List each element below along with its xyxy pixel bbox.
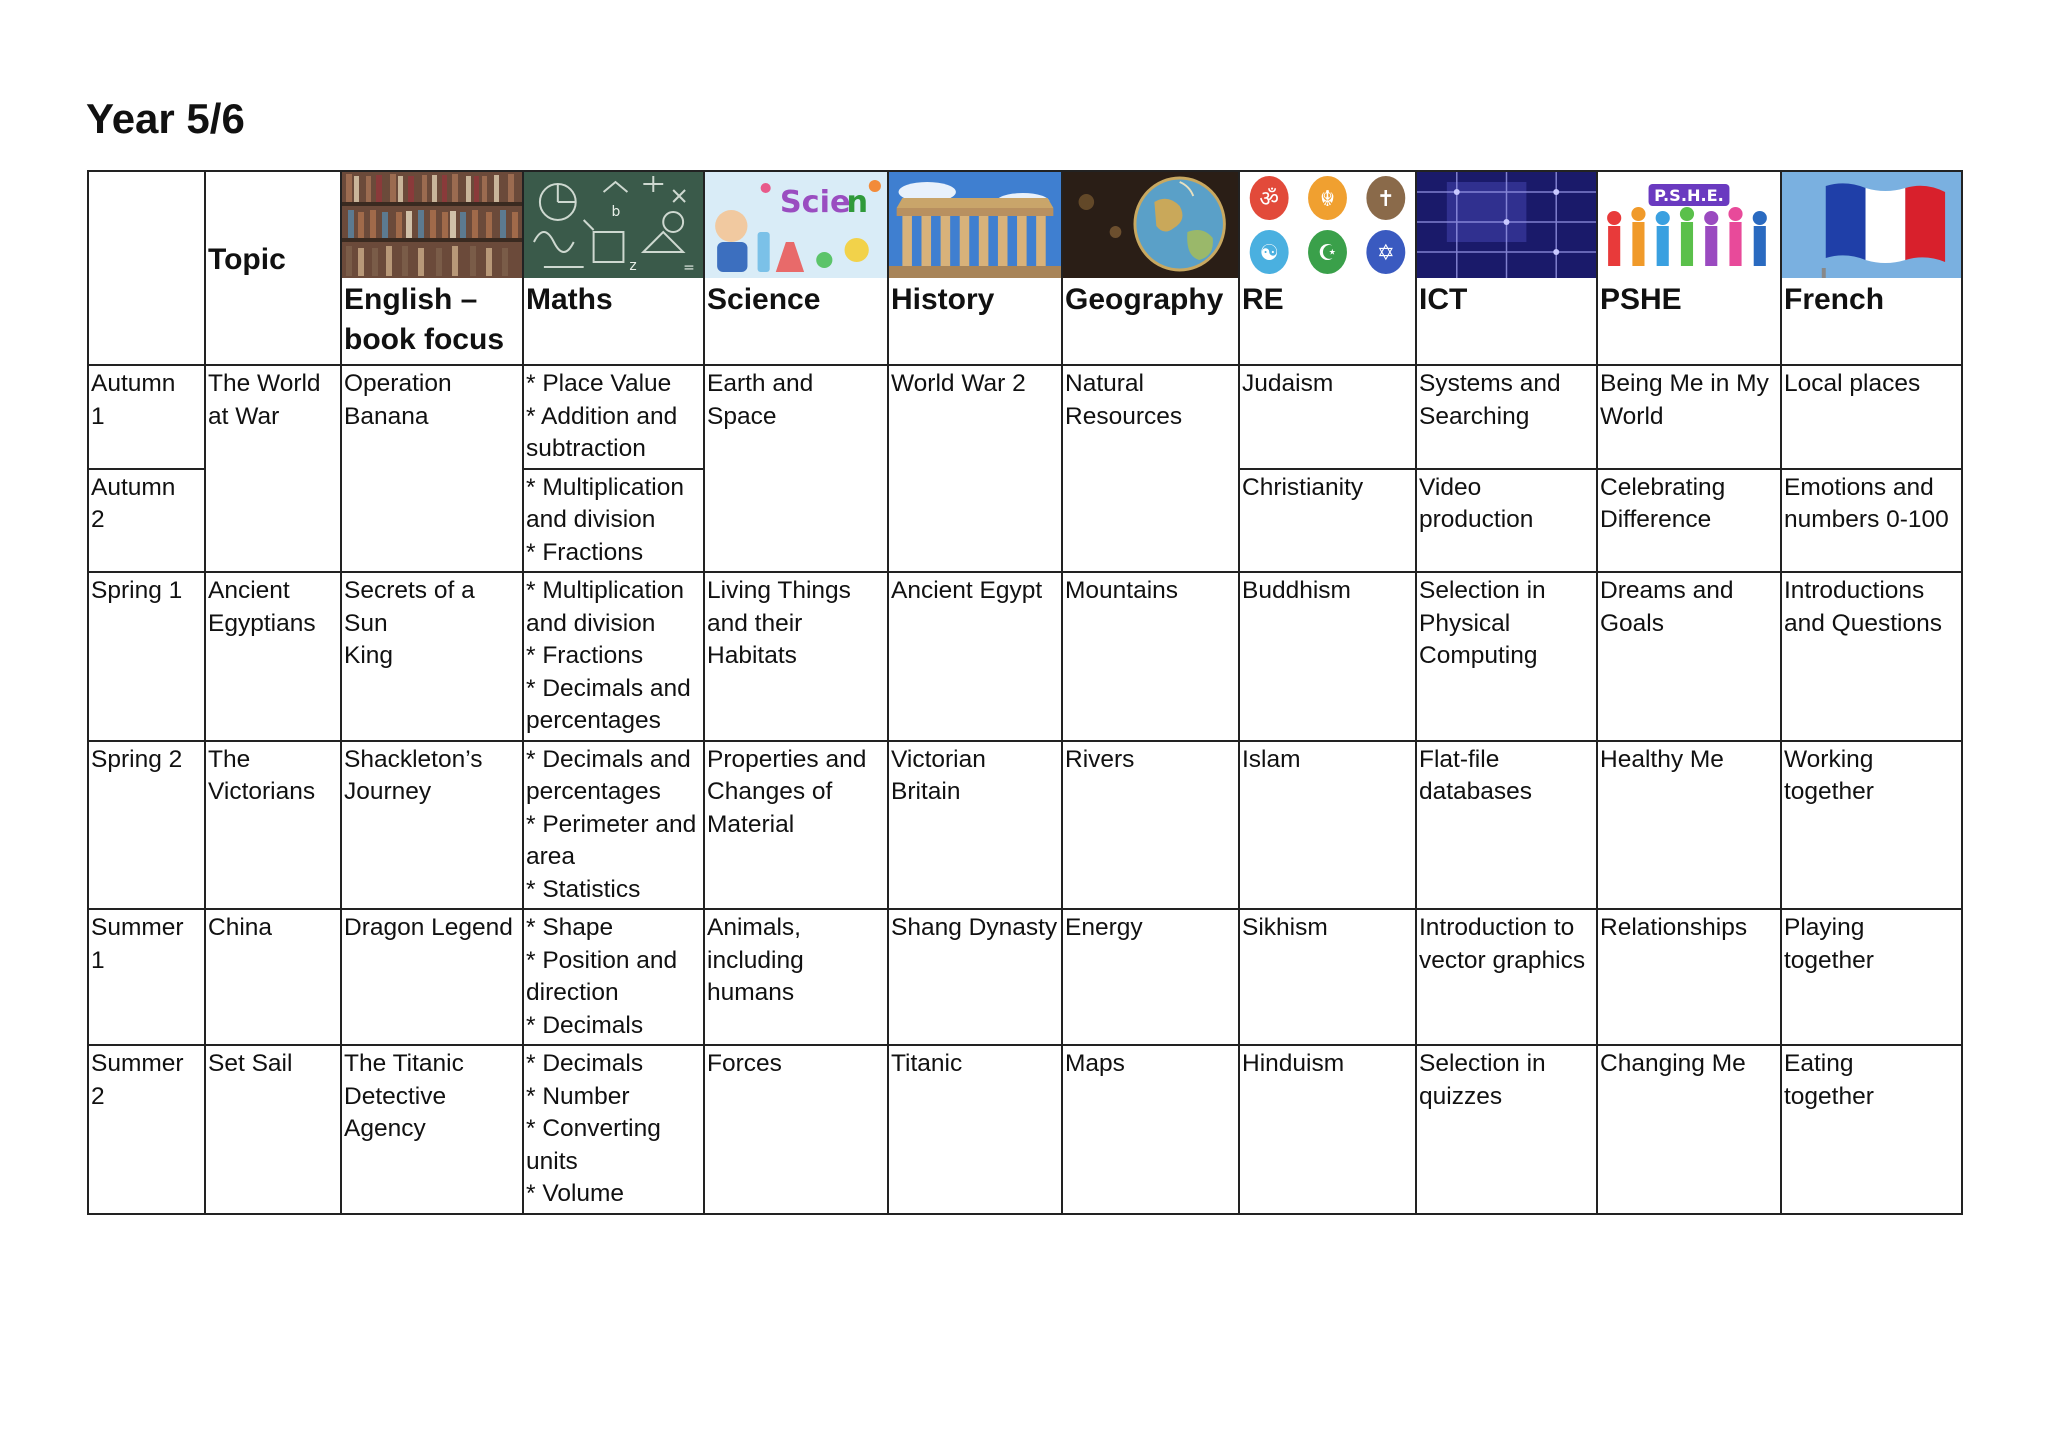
parthenon-image	[889, 172, 1061, 278]
svg-text:ॐ: ॐ	[1259, 186, 1279, 213]
cell-text-line: Forces	[707, 1050, 782, 1077]
cell-text-line: together	[1784, 946, 1874, 974]
subject-title-history	[889, 278, 1061, 324]
cell-pshe	[1597, 1045, 1781, 1214]
cell-text-line: Maths	[526, 283, 613, 316]
cell-re	[1239, 572, 1416, 741]
cell-text-line: History	[891, 283, 995, 316]
svg-text:☯: ☯	[1259, 240, 1279, 267]
cell-text-line: percentages	[526, 778, 661, 805]
cell-text-line: Hinduism	[1242, 1050, 1345, 1077]
cell-text-line: subtraction	[526, 435, 646, 462]
cell-ict	[1416, 572, 1597, 741]
cell-text-line: Victorians	[208, 778, 316, 805]
cell-ict	[1416, 909, 1597, 1045]
cell-re	[1239, 365, 1416, 469]
cell-text-line: Egyptians	[208, 609, 316, 637]
cell-text-line: vector graphics	[1419, 946, 1586, 974]
cell-text-line: Resources	[1065, 402, 1183, 430]
cell-science	[704, 909, 888, 1045]
cell-text-line: numbers 0-100	[1784, 506, 1949, 533]
cell-text-line: Systems and	[1419, 370, 1561, 397]
cell-topic	[205, 572, 341, 741]
cell-text-line: * Volume	[526, 1180, 625, 1207]
cell-text-line: * Position and	[526, 946, 678, 974]
cell-text-line: Detective	[344, 1082, 447, 1110]
cell-french	[1781, 909, 1962, 1045]
cell-text-line: * Decimals and	[526, 674, 691, 702]
cell-english	[341, 741, 523, 910]
cell-text-line: * Perimeter and	[526, 810, 697, 838]
cell-text-line: Changing Me	[1600, 1050, 1746, 1077]
cell-french	[1781, 1045, 1962, 1214]
cell-text-line: * Multiplication	[526, 473, 684, 501]
cell-text-line: * Shape	[526, 914, 614, 941]
cell-text-line: * Statistics	[526, 875, 641, 903]
cell-history	[888, 1045, 1062, 1214]
cell-text-line: Banana	[344, 402, 429, 430]
cell-text-line: Secrets of a Sun	[344, 577, 475, 637]
cell-history	[888, 909, 1062, 1045]
cell-text-line: Rivers	[1065, 745, 1135, 773]
cell-text-line: * Fractions	[526, 538, 644, 566]
cell-re	[1239, 1045, 1416, 1214]
cell-text-line: and Questions	[1784, 609, 1942, 637]
cell-text-line: Set Sail	[208, 1050, 293, 1077]
cell-text-line: book focus	[344, 323, 505, 356]
cell-text-line: Autumn	[91, 370, 176, 397]
svg-text:✡: ✡	[1376, 240, 1395, 267]
cell-text-line: Properties and	[707, 745, 867, 773]
cell-text-line: World War 2	[891, 370, 1026, 397]
cell-text-line: The	[208, 745, 251, 773]
cell-text-line: Introduction to	[1419, 914, 1575, 941]
cell-text-line: and division	[526, 609, 656, 637]
cell-text-line: * Number	[526, 1082, 630, 1110]
curriculum-table	[87, 170, 1963, 1215]
cell-maths	[523, 909, 704, 1045]
svg-text:✝: ✝	[1376, 186, 1395, 213]
cell-text-line: Selection in	[1419, 1050, 1546, 1077]
subject-header-maths	[523, 171, 704, 365]
table-row	[88, 365, 1962, 469]
cell-ict	[1416, 741, 1597, 910]
table-row	[88, 909, 1962, 1045]
cell-text-line: * Decimals	[526, 1011, 644, 1039]
cell-text-line: area	[526, 843, 576, 870]
svg-text:☪: ☪	[1317, 240, 1338, 267]
cell-geography	[1062, 909, 1239, 1045]
subject-title-pshe	[1598, 278, 1780, 324]
subject-header-history	[888, 171, 1062, 365]
svg-text:P.S.H.E.: P.S.H.E.	[1654, 186, 1724, 205]
cell-re	[1239, 741, 1416, 910]
cell-geography	[1062, 572, 1239, 741]
cell-re	[1239, 469, 1416, 573]
term-label	[88, 909, 205, 1045]
subject-title-english	[342, 278, 522, 364]
cell-maths	[523, 741, 704, 910]
cell-history	[888, 741, 1062, 910]
term-label	[88, 1045, 205, 1214]
subject-title-geography	[1063, 278, 1238, 324]
subject-header-re	[1239, 171, 1416, 365]
cell-text-line: Buddhism	[1242, 577, 1351, 604]
cell-text-line: Computing	[1419, 642, 1538, 669]
cell-maths	[523, 469, 704, 573]
cell-text-line: Ancient	[208, 577, 290, 604]
cell-text-line: * Converting	[526, 1115, 661, 1142]
cell-text-line: Selection in	[1419, 577, 1546, 604]
cell-text-line: Summer	[91, 914, 184, 941]
cell-text-line: * Decimals and	[526, 745, 691, 773]
cell-text-line: Journey	[344, 778, 432, 805]
cell-text-line: Spring 2	[91, 745, 183, 773]
cell-text-line: Maps	[1065, 1050, 1125, 1077]
cell-text-line: Natural	[1065, 370, 1144, 397]
subject-header-pshe	[1597, 171, 1781, 365]
cell-english	[341, 572, 523, 741]
cell-pshe	[1597, 469, 1781, 573]
cell-french	[1781, 572, 1962, 741]
cell-text-line: quizzes	[1419, 1082, 1503, 1110]
cell-english	[341, 1045, 523, 1214]
subject-header-ict	[1416, 171, 1597, 365]
cell-text-line: The World	[208, 370, 321, 397]
cell-text-line: Being Me in My	[1600, 370, 1769, 397]
cell-text-line: production	[1419, 506, 1534, 533]
cell-history	[888, 365, 1062, 572]
page-title: Year 5/6	[86, 95, 245, 142]
cell-text-line: Spring 1	[91, 577, 183, 604]
topic-header-label: Topic	[208, 243, 286, 276]
cell-text-line: Relationships	[1600, 914, 1748, 941]
cell-text-line: * Multiplication	[526, 577, 684, 604]
cell-text-line: Islam	[1242, 745, 1301, 773]
cell-text-line: Christianity	[1242, 473, 1364, 501]
cell-text-line: Titanic	[891, 1050, 963, 1077]
cell-text-line: * Decimals	[526, 1050, 644, 1077]
cell-text-line: Physical	[1419, 609, 1511, 637]
cell-text-line: and division	[526, 506, 656, 533]
header-row	[88, 171, 1962, 365]
cell-text-line: Geography	[1065, 283, 1224, 316]
cell-maths	[523, 365, 704, 469]
cell-text-line: Animals,	[707, 914, 801, 941]
cell-text-line: Autumn	[91, 473, 176, 501]
cell-topic	[205, 909, 341, 1045]
cell-re	[1239, 909, 1416, 1045]
cell-text-line: * Place Value	[526, 370, 672, 397]
term-label	[88, 469, 205, 573]
cell-text-line: direction	[526, 979, 619, 1006]
cell-english	[341, 909, 523, 1045]
subject-title-maths	[524, 278, 703, 324]
cell-text-line: Judaism	[1242, 370, 1334, 397]
circuit-image	[1417, 172, 1596, 278]
table-row	[88, 1045, 1962, 1214]
cell-text-line: Eating	[1784, 1050, 1854, 1077]
cell-text-line: databases	[1419, 778, 1533, 805]
cell-topic	[205, 741, 341, 910]
cell-text-line: 1	[91, 946, 105, 974]
cell-text-line: Difference	[1600, 506, 1712, 533]
cell-science	[704, 365, 888, 572]
cell-text-line: Playing	[1784, 914, 1865, 941]
cell-text-line: Changes of	[707, 778, 833, 805]
cell-text-line: * Addition and	[526, 402, 678, 430]
cell-text-line: RE	[1242, 283, 1284, 316]
subject-header-english	[341, 171, 523, 365]
cell-topic	[205, 1045, 341, 1214]
cell-text-line: together	[1784, 778, 1874, 805]
cell-text-line: Energy	[1065, 914, 1143, 941]
cell-text-line: Working	[1784, 745, 1874, 773]
cell-text-line: Shang Dynasty	[891, 914, 1058, 941]
cell-pshe	[1597, 909, 1781, 1045]
cell-text-line: and their	[707, 609, 803, 637]
term-label	[88, 741, 205, 910]
cell-pshe	[1597, 572, 1781, 741]
cell-geography	[1062, 741, 1239, 910]
cell-text-line: Emotions and	[1784, 473, 1934, 501]
subject-title-re	[1240, 278, 1415, 324]
cell-text-line: percentages	[526, 707, 661, 734]
cell-text-line: Operation	[344, 370, 452, 397]
subject-title-science	[705, 278, 887, 324]
cell-text-line: 2	[91, 1082, 105, 1110]
cell-french	[1781, 741, 1962, 910]
globe-image	[1063, 172, 1238, 278]
subject-header-french	[1781, 171, 1962, 365]
pshe-people-image	[1598, 172, 1780, 278]
cell-geography	[1062, 365, 1239, 572]
cell-pshe	[1597, 365, 1781, 469]
subject-header-geography	[1062, 171, 1239, 365]
cell-english	[341, 365, 523, 572]
cell-text-line: Material	[707, 810, 795, 838]
cell-text-line: Video	[1419, 473, 1482, 501]
cell-text-line: including	[707, 946, 804, 974]
cell-pshe	[1597, 741, 1781, 910]
table-row	[88, 572, 1962, 741]
cell-text-line: humans	[707, 979, 795, 1006]
table-row	[88, 741, 1962, 910]
cell-text-line: together	[1784, 1082, 1874, 1110]
cell-text-line: units	[526, 1147, 578, 1175]
cell-geography	[1062, 1045, 1239, 1214]
cell-text-line: PSHE	[1600, 283, 1682, 316]
cell-science	[704, 572, 888, 741]
chalkboard-image	[524, 172, 703, 278]
cell-text-line: Ancient Egypt	[891, 577, 1043, 604]
cell-text-line: ICT	[1419, 283, 1468, 316]
cell-text-line: China	[208, 914, 273, 941]
cell-text-line: Agency	[344, 1115, 426, 1142]
cell-text-line: Sikhism	[1242, 914, 1328, 941]
cell-text-line: 2	[91, 506, 105, 533]
cell-history	[888, 572, 1062, 741]
cell-text-line: Flat-file	[1419, 745, 1500, 773]
cell-french	[1781, 469, 1962, 573]
cell-maths	[523, 572, 704, 741]
cell-text-line: Introductions	[1784, 577, 1925, 604]
cell-french	[1781, 365, 1962, 469]
cell-text-line: Victorian	[891, 745, 986, 773]
cell-text-line: Science	[707, 283, 821, 316]
term-label	[88, 572, 205, 741]
cell-text-line: Healthy Me	[1600, 745, 1724, 773]
cell-text-line: World	[1600, 402, 1664, 430]
bookshelf-image	[342, 172, 522, 278]
cell-text-line: King	[344, 642, 394, 669]
cell-text-line: Mountains	[1065, 577, 1179, 604]
cell-text-line: Britain	[891, 778, 961, 805]
french-flag-image	[1782, 172, 1961, 278]
cell-text-line: * Fractions	[526, 642, 644, 669]
cell-text-line: Searching	[1419, 402, 1530, 430]
cell-text-line: Local places	[1784, 370, 1921, 397]
cell-text-line: Goals	[1600, 609, 1665, 637]
cell-ict	[1416, 365, 1597, 469]
cell-text-line: Dreams and	[1600, 577, 1734, 604]
cell-ict	[1416, 469, 1597, 573]
cell-science	[704, 741, 888, 910]
corner-cell	[88, 171, 205, 365]
science-image	[705, 172, 887, 278]
cell-science	[704, 1045, 888, 1214]
subject-title-ict	[1417, 278, 1596, 324]
svg-text:☬: ☬	[1319, 186, 1336, 213]
cell-text-line: Earth and Space	[707, 370, 814, 430]
cell-text-line: 1	[91, 402, 105, 430]
cell-text-line: The Titanic	[344, 1050, 464, 1077]
religious-symbols-image	[1240, 172, 1415, 278]
cell-text-line: Summer	[91, 1050, 184, 1077]
svg-text:=: =	[683, 259, 695, 277]
cell-text-line: French	[1784, 283, 1885, 316]
cell-topic	[205, 365, 341, 572]
cell-text-line: at War	[208, 402, 280, 430]
cell-text-line: English –	[344, 283, 478, 316]
svg-text:z: z	[629, 257, 637, 275]
subject-title-french	[1782, 278, 1961, 324]
cell-maths	[523, 1045, 704, 1214]
cell-ict	[1416, 1045, 1597, 1214]
cell-text-line: Habitats	[707, 642, 797, 669]
topic-header	[205, 171, 341, 365]
svg-text:b: b	[611, 203, 621, 221]
cell-text-line: Celebrating	[1600, 473, 1726, 501]
cell-text-line: Living Things	[707, 577, 851, 604]
cell-text-line: Shackleton’s	[344, 745, 483, 773]
svg-text:n: n	[846, 185, 869, 220]
cell-text-line: Dragon Legend	[344, 914, 513, 941]
subject-header-science	[704, 171, 888, 365]
svg-text:Scie: Scie	[779, 185, 851, 220]
term-label	[88, 365, 205, 469]
